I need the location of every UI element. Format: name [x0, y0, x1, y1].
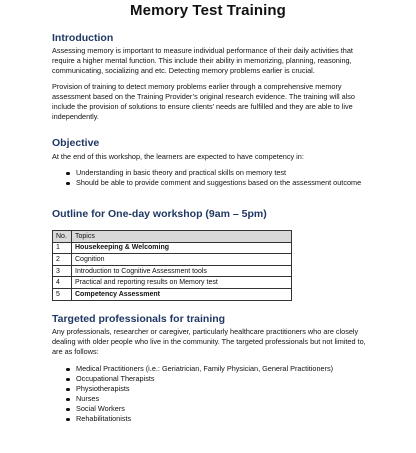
table-row	[53, 242, 292, 254]
row-topic: Cognition	[72, 254, 292, 266]
list-item: Understanding in basic theory and practical skills on memory test	[66, 168, 361, 178]
objective-list	[66, 168, 361, 188]
table-header-row	[53, 231, 292, 243]
list-item: Rehabilitationists	[66, 414, 333, 424]
row-number: 4	[53, 277, 72, 289]
row-topic: Practical and reporting results on Memory test	[72, 277, 292, 289]
row-number: 2	[53, 254, 72, 266]
objective-lead: At the end of this workshop, the learners are expected to have competency in:	[52, 152, 304, 161]
list-item: Physiotherapists	[66, 384, 333, 394]
row-number: 3	[53, 265, 72, 277]
column-header-topics: Topics	[72, 231, 292, 243]
targeted-heading: Targeted professionals for training	[52, 313, 226, 325]
outline-heading: Outline for One-day workshop (9am – 5pm)	[52, 208, 267, 220]
row-number: 1	[53, 242, 72, 254]
row-topic: Competency Assessment	[72, 288, 292, 300]
list-item: Should be able to provide comment and suggestions based on the assessment outcome	[66, 178, 361, 188]
table-row	[53, 254, 292, 266]
column-header-no: No.	[53, 231, 72, 243]
outline-table	[52, 230, 292, 301]
table-row	[53, 288, 292, 300]
list-item: Occupational Therapists	[66, 374, 333, 384]
table-row	[53, 265, 292, 277]
row-topic: Housekeeping & Welcoming	[72, 242, 292, 254]
row-number: 5	[53, 288, 72, 300]
introduction-heading: Introduction	[52, 32, 114, 44]
row-topic: Introduction to Cognitive Assessment tools	[72, 265, 292, 277]
page-title: Memory Test Training	[130, 2, 286, 19]
list-item: Medical Practitioners (i.e.: Geriatrician, Family Physician, General Practitioners)	[66, 364, 333, 374]
list-item: Nurses	[66, 394, 333, 404]
introduction-paragraph-1: Assessing memory is important to measure individual performance of their daily activities that require a higher mental function. This include their ability in memorizing, planning, reasoning, communicating, socializing and etc. Detecting memory problems earlier is crucial.	[52, 46, 353, 75]
list-item: Social Workers	[66, 404, 333, 414]
targeted-lead: Any professionals, researcher or caregiver, particularly healthcare practitioners who are closely dealing with older people who live in the community. The targeted professionals but not limited to, are as follows:	[52, 327, 366, 356]
targeted-list	[66, 364, 333, 424]
objective-heading: Objective	[52, 137, 100, 149]
introduction-paragraph-2: Provision of training to detect memory problems earlier through a comprehensive memory assessment based on the Training Provider’s original research evidence. The training will also include the provision of solutions to ensure clients’ needs are fulfilled and they are able to live independently.	[52, 82, 355, 121]
table-row	[53, 277, 292, 289]
